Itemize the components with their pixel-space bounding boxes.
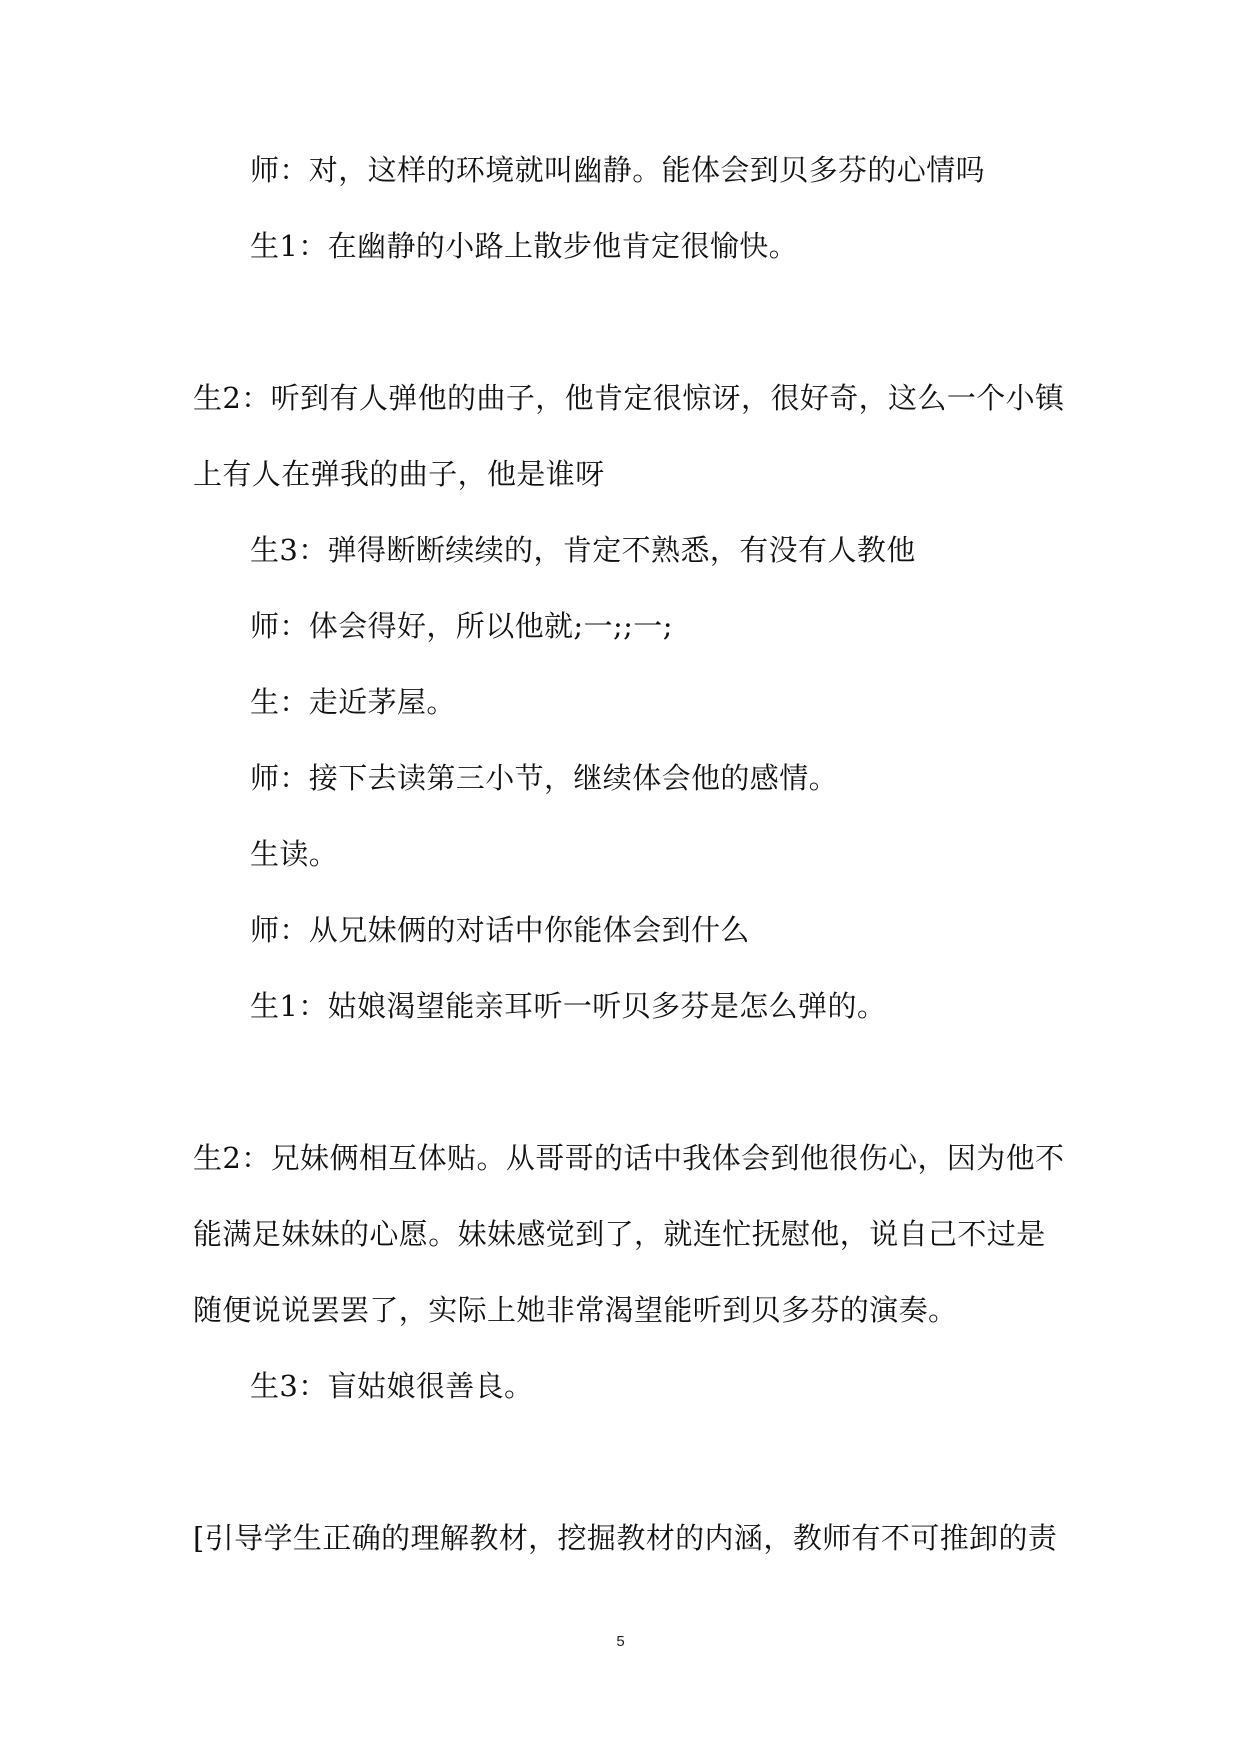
text-line: 能满足妹妹的心愿。妹妹感觉到了，就连忙抚慰他，说自己不过是 [193,1217,1046,1251]
text-line: 师：体会得好，所以他就;一;;一; [250,609,673,643]
text-line: 生3：弹得断断续续的，肯定不熟悉，有没有人教他 [250,533,916,567]
text-line: 生读。 [250,837,339,871]
text-line: 生1：姑娘渴望能亲耳听一听贝多芬是怎么弹的。 [250,989,887,1023]
text-line: 随便说说罢罢了，实际上她非常渴望能听到贝多芬的演奏。 [193,1293,958,1327]
text-line: 生3：盲姑娘很善良。 [250,1369,534,1403]
text-line: 生2：听到有人弹他的曲子，他肯定很惊讶，很好奇，这么一个小镇 [193,381,1065,415]
text-line: 生2：兄妹俩相互体贴。从哥哥的话中我体会到他很伤心，因为他不 [193,1141,1065,1175]
text-line: 师：对，这样的环境就叫幽静。能体会到贝多芬的心情吗 [250,153,986,187]
text-line: 生：走近茅屋。 [250,685,456,719]
text-line: [引导学生正确的理解教材，挖掘教材的内涵，教师有不可推卸的责 [193,1521,1058,1555]
page-number: 5 [616,1633,625,1650]
text-line: 师：从兄妹俩的对话中你能体会到什么 [250,913,750,947]
text-line: 生1：在幽静的小路上散步他肯定很愉快。 [250,229,799,263]
text-line: 上有人在弹我的曲子，他是谁呀 [193,457,605,491]
text-line: 师：接下去读第三小节，继续体会他的感情。 [250,761,839,795]
